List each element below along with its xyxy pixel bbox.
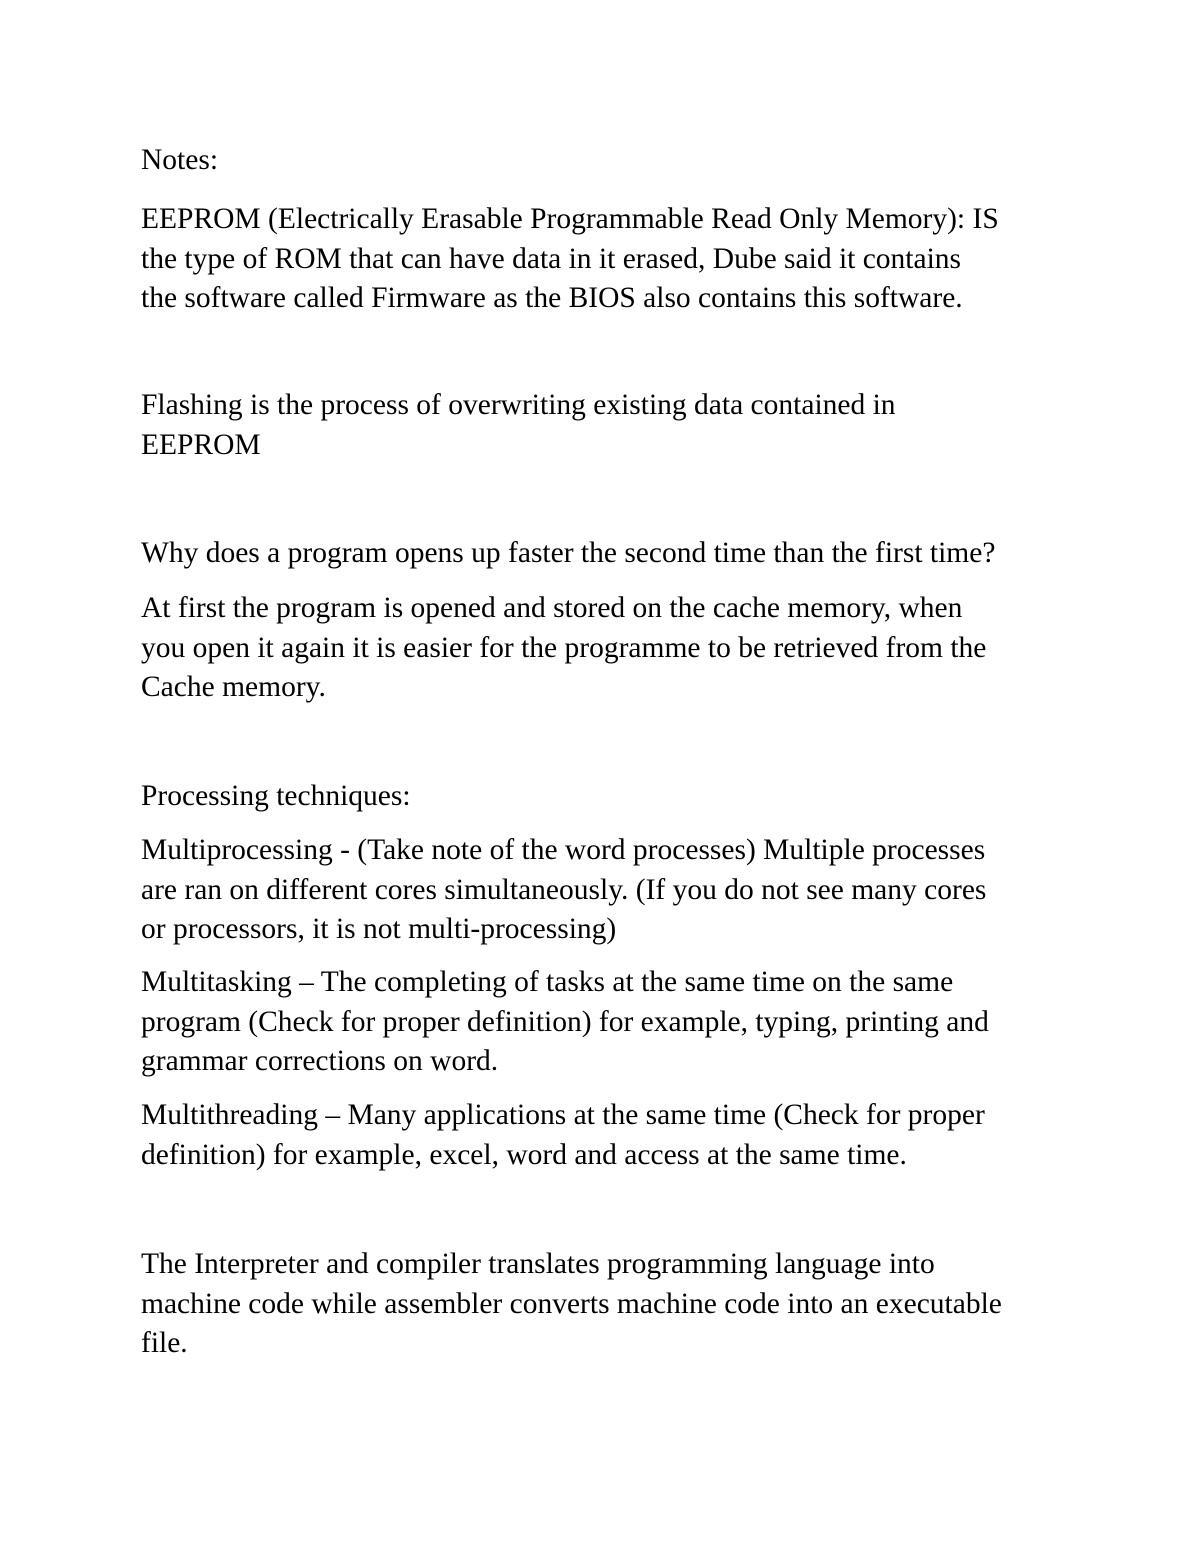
multitasking-paragraph xyxy=(141,963,1071,1082)
interpreter-line-3: file. xyxy=(141,1327,188,1359)
eeprom-line-2: the type of ROM that can have data in it erased, Dube said it contains xyxy=(141,242,962,275)
question-text: Why does a program opens up faster the second time than the first time? xyxy=(141,537,996,569)
multitasking-line-2: program (Check for proper definition) for example, typing, printing and xyxy=(141,1005,989,1038)
flashing-line-1: Flashing is the process of overwriting existing data contained in xyxy=(141,389,896,421)
multiprocessing-line-2: are ran on different cores simultaneously. (If you do not see many cores xyxy=(141,873,987,906)
multiprocessing-paragraph xyxy=(141,831,1071,950)
answer-line-1: At first the program is opened and stored on the cache memory, when xyxy=(141,592,963,624)
eeprom-line-1: EEPROM (Electrically Erasable Programmable Read Only Memory): IS xyxy=(141,203,999,235)
flashing-paragraph xyxy=(141,386,1071,465)
multithreading-line-2: definition) for example, excel, word and access at the same time. xyxy=(141,1138,907,1171)
techniques-heading xyxy=(141,777,1071,817)
eeprom-line-3: the software called Firmware as the BIOS also contains this software. xyxy=(141,282,963,314)
multiprocessing-line-1: Multiprocessing - (Take note of the word processes) Multiple processes xyxy=(141,834,986,866)
eeprom-paragraph xyxy=(141,200,1071,319)
interpreter-line-2: machine code while assembler converts machine code into an executable xyxy=(141,1287,1002,1320)
answer-paragraph xyxy=(141,589,1071,708)
question-paragraph xyxy=(141,534,1071,574)
answer-line-2: you open it again it is easier for the programme to be retrieved from the xyxy=(141,631,987,664)
interpreter-paragraph xyxy=(141,1245,1071,1364)
notes-heading xyxy=(141,141,1071,181)
interpreter-line-1: The Interpreter and compiler translates programming language into xyxy=(141,1248,935,1280)
multiprocessing-line-3: or processors, it is not multi-processing) xyxy=(141,913,617,945)
multithreading-line-1: Multithreading – Many applications at the same time (Check for proper xyxy=(141,1099,985,1131)
notes-heading-text: Notes: xyxy=(141,144,219,176)
multithreading-paragraph xyxy=(141,1096,1071,1175)
techniques-heading-text: Processing techniques: xyxy=(141,780,411,812)
flashing-line-2: EEPROM xyxy=(141,428,261,461)
answer-line-3: Cache memory. xyxy=(141,671,326,703)
multitasking-line-3: grammar corrections on word. xyxy=(141,1045,499,1077)
multitasking-line-1: Multitasking – The completing of tasks at the same time on the same xyxy=(141,966,954,998)
